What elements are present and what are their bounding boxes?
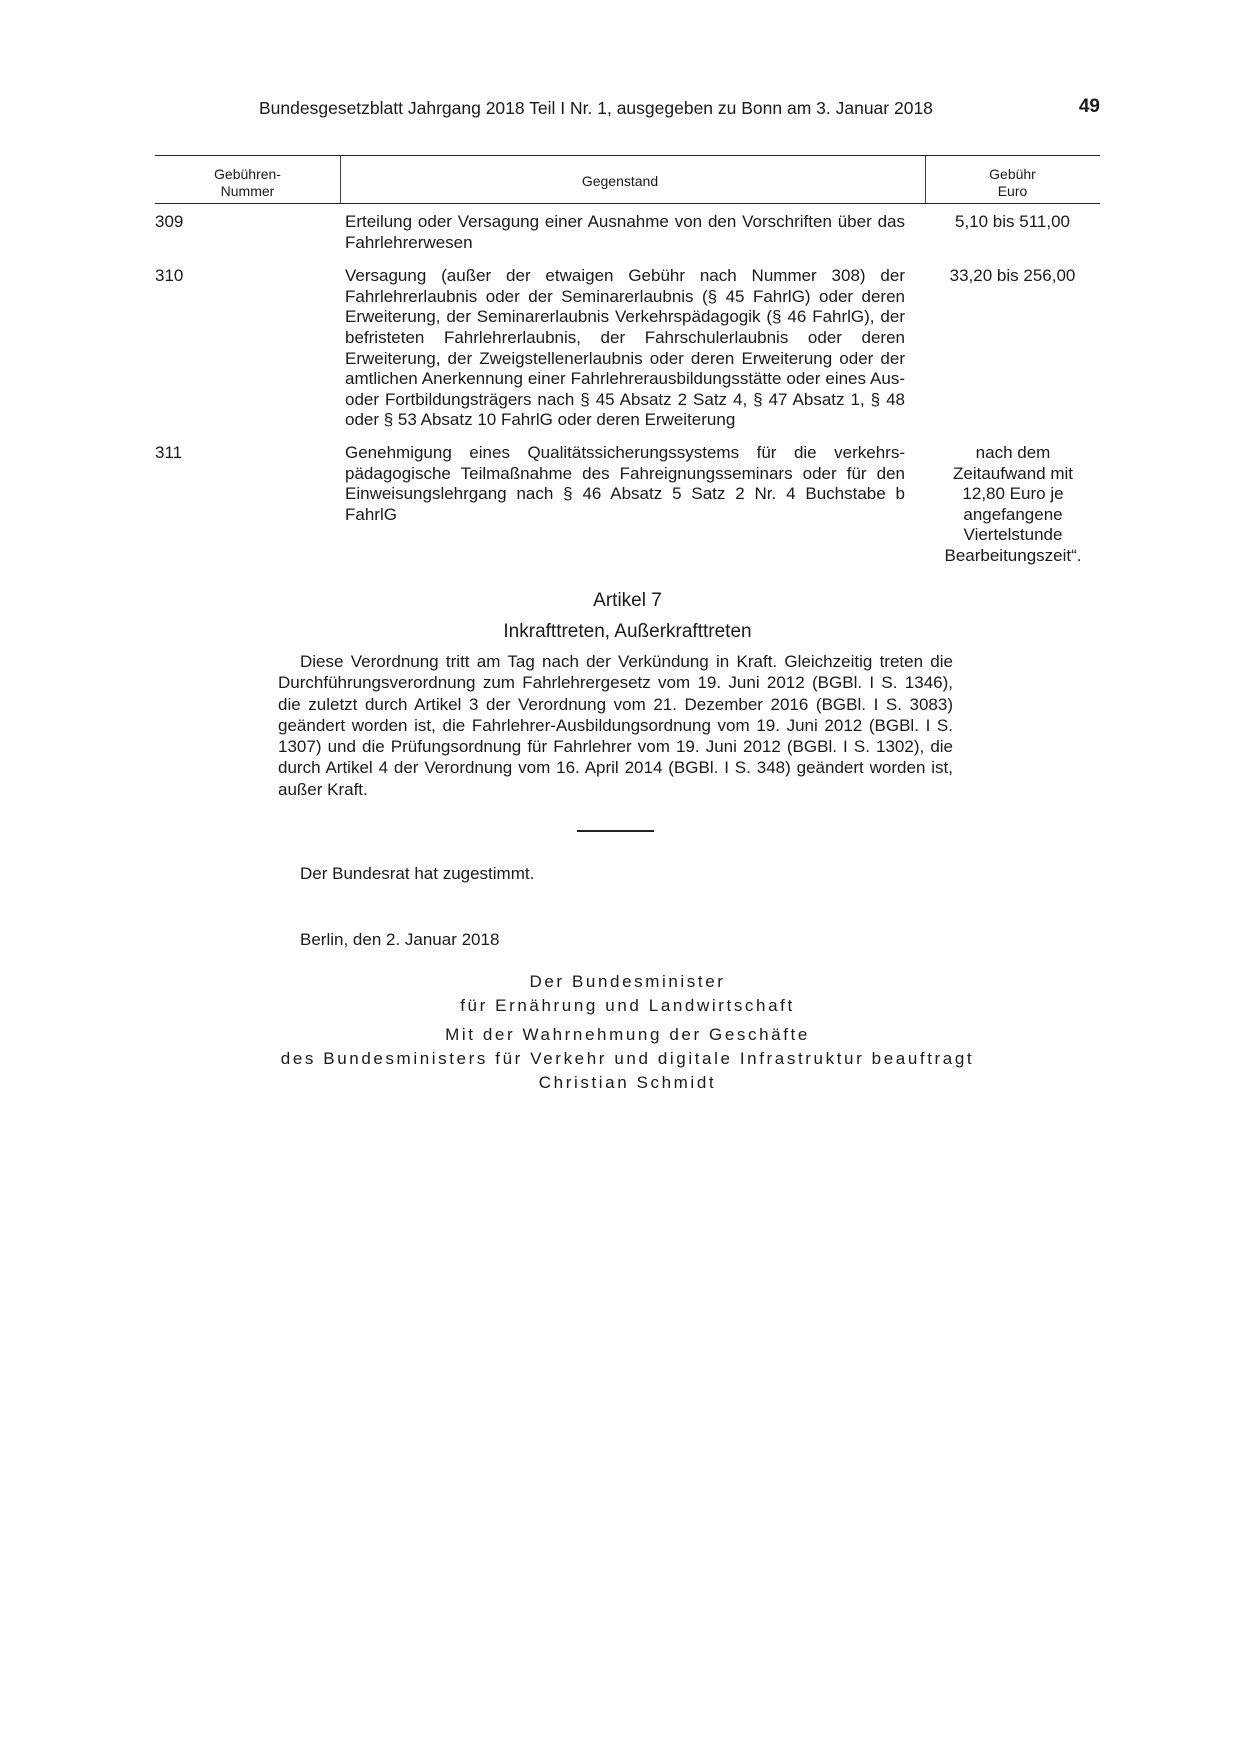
column-header-number-line1: Gebühren-	[214, 166, 281, 182]
row-number: 309	[155, 212, 184, 231]
table-row	[155, 442, 1100, 565]
row-fee: 33,20 bis 256,00	[949, 266, 1076, 286]
signature-name: Christian Schmidt	[538, 1073, 717, 1092]
row-subject: Versagung (außer der etwaigen Gebühr nach Nummer 308) der Fahrlehrerlaubnis oder der Seminarerlaubnis (§ 45 FahrlG) oder deren Erweiterung, der Seminarerlaubnis Verkehrspädagogik (§ 46 FahrlG), der befristeten Fahrlehrerlaubnis, der Fahrschulerlaubnis oder deren Erweiterung, der Zweigstellenerlaubnis oder deren Erweiterung oder der amtlichen Anerkennung einer Fahrlehrerausbildungsstätte oder eines Aus- oder Fortbildungsträgers nach § 45 Absatz 2 Satz 4, § 47 Absatz 1, § 48 oder § 53 Absatz 10 FahrlG oder deren Erweiterung	[345, 266, 905, 430]
signature-line-2: für Ernährung und Landwirtschaft	[460, 996, 795, 1015]
article-title: Inkrafttreten, Außerkrafttreten	[503, 621, 752, 642]
fee-table	[155, 155, 1100, 565]
table-row	[155, 212, 1100, 253]
page-header	[155, 98, 1100, 124]
article-number: Artikel 7	[593, 590, 662, 611]
column-header-fee-line2: Euro	[997, 183, 1028, 199]
row-subject: Genehmigung eines Qualitätssicherungssystems für die verkehrspädagogische Teilmaßnahme des Fahreignungsseminars oder für den Einweisungslehrgang nach § 46 Absatz 5 Satz 2 Nr. 4 Buchstabe b FahrlG	[345, 442, 905, 524]
column-header-number-line2: Nummer	[220, 183, 275, 199]
row-subject: Erteilung oder Versagung einer Ausnahme von den Vorschriften über das Fahrlehrerwesen	[345, 212, 905, 252]
column-header-number	[155, 166, 340, 200]
section-divider	[577, 830, 654, 832]
column-header-subject: Gegenstand	[581, 173, 659, 189]
column-header-fee-line1: Gebühr	[989, 166, 1036, 182]
table-row	[155, 266, 1100, 431]
row-fee: nach dem Zeitaufwand mit 12,80 Euro je angefangene Viertelstunde Bearbeitungszeit“.	[944, 442, 1082, 565]
signature-line-4: des Bundesministers für Verkehr und digitale Infrastruktur beauftragt	[280, 1049, 975, 1068]
row-number: 310	[155, 266, 184, 286]
place-date: Berlin, den 2. Januar 2018	[300, 930, 500, 949]
row-fee: 5,10 bis 511,00	[955, 212, 1070, 231]
consent-statement: Der Bundesrat hat zugestimmt.	[300, 864, 535, 883]
signature-line-3: Mit der Wahrnehmung der Geschäfte	[445, 1025, 810, 1044]
column-header-fee	[925, 166, 1100, 200]
article-body: Diese Verordnung tritt am Tag nach der Verkündung in Kraft. Gleichzeitig treten die Durchführungsverordnung zum Fahrlehrergesetz vom 19. Juni 2012 (BGBl. I S. 1346), die zuletzt durch Artikel 3 der Verordnung vom 21. Dezember 2016 (BGBl. I S. 3083) geändert worden ist, die Fahrlehrer-Ausbildungsordnung vom 19. Juni 2012 (BGBl. I S. 1307) und die Prüfungsordnung für Fahrlehrer vom 19. Juni 2012 (BGBl. I S. 1302), die durch Artikel 4 der Verordnung vom 16. April 2014 (BGBl. I S. 348) geändert worden ist, außer Kraft.	[278, 652, 953, 799]
table-header	[155, 155, 1100, 204]
page-number: 49	[1078, 96, 1100, 117]
signature-line-1: Der Bundesminister	[529, 972, 726, 991]
row-number: 311	[155, 442, 183, 462]
header-title: Bundesgesetzblatt Jahrgang 2018 Teil I Nr. 1, ausgegeben zu Bonn am 3. Januar 2018	[259, 98, 933, 118]
